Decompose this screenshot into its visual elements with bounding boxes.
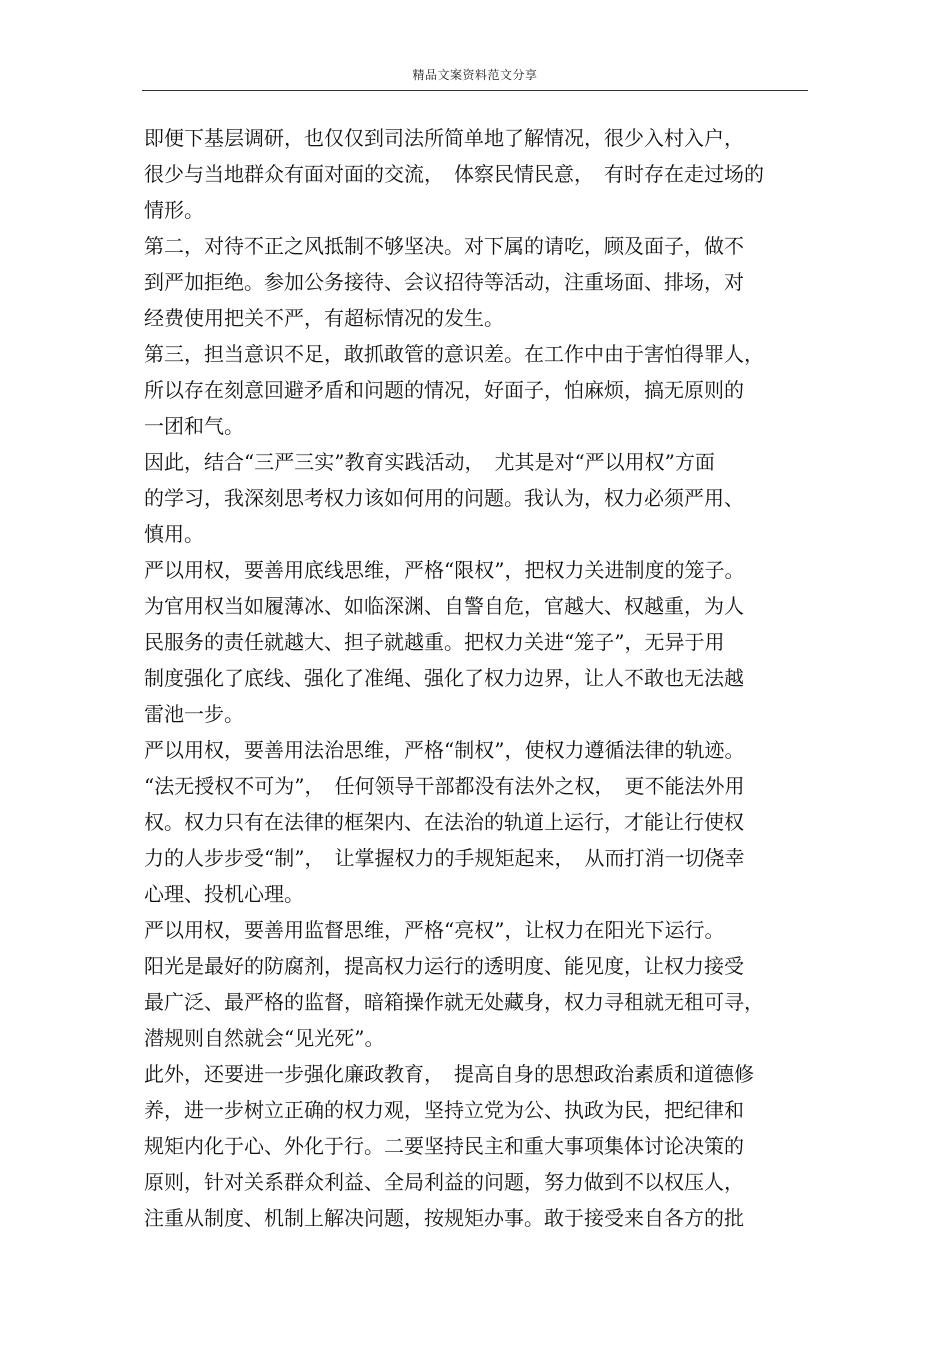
text-line: 很少与当地群众有面对面的交流， 体察民情民意， 有时存在走过场的 (144, 162, 764, 186)
text-line: 第三，担当意识不足，敢抓敢管的意识差。在工作中由于害怕得罪人， (144, 342, 764, 366)
text-line: 原则，针对关系群众利益、全局利益的问题，努力做到不以权压人， (144, 1170, 744, 1194)
text-line: 民服务的责任就越大、担子就越重。把权力关进“笼子”，无异于用 (144, 630, 725, 654)
text-line: “法无授权不可为”， 任何领导干部都没有法外之权， 更不能法外用 (144, 774, 745, 798)
text-line: 最广泛、最严格的监督，暗箱操作就无处藏身，权力寻租就无租可寻， (144, 990, 764, 1014)
text-line: 一团和气。 (144, 414, 244, 438)
text-line: 为官用权当如履薄冰、如临深渊、自警自危，官越大、权越重，为人 (144, 594, 744, 618)
text-line: 严以用权，要善用法治思维，严格“制权”，使权力遵循法律的轨迹。 (144, 738, 745, 762)
text-line: 严以用权，要善用监督思维，严格“亮权”，让权力在阳光下运行。 (144, 918, 725, 942)
text-line: 即便下基层调研，也仅仅到司法所简单地了解情况，很少入村入户， (144, 126, 744, 150)
text-line: 第二，对待不正之风抵制不够坚决。对下属的请吃，顾及面子，做不 (144, 234, 744, 258)
text-line: 阳光是最好的防腐剂，提高权力运行的透明度、能见度，让权力接受 (144, 954, 744, 978)
page-header (142, 62, 808, 92)
text-line: 雷池一步。 (144, 702, 244, 726)
text-line: 规矩内化于心、外化于行。二要坚持民主和重大事项集体讨论决策的 (144, 1134, 744, 1158)
text-line: 的学习，我深刻思考权力该如何用的问题。我认为，权力必须严用、 (144, 486, 744, 510)
text-line: 权。权力只有在法律的框架内、在法治的轨道上运行，才能让行使权 (144, 810, 744, 834)
text-line: 慎用。 (144, 522, 204, 546)
text-line: 养，进一步树立正确的权力观，坚持立党为公、执政为民，把纪律和 (144, 1098, 744, 1122)
text-line: 此外，还要进一步强化廉政教育， 提高自身的思想政治素质和道德修 (144, 1062, 754, 1086)
text-line: 因此，结合“三严三实”教育实践活动， 尤其是对“严以用权”方面 (144, 450, 715, 474)
header-divider (142, 90, 808, 91)
text-line: 注重从制度、机制上解决问题，按规矩办事。敢于接受来自各方的批 (144, 1206, 744, 1230)
document-body (144, 120, 808, 1236)
text-line: 制度强化了底线、强化了准绳、强化了权力边界，让人不敢也无法越 (144, 666, 744, 690)
text-line: 到严加拒绝。参加公务接待、会议招待等活动，注重场面、排场，对 (144, 270, 744, 294)
text-line: 所以存在刻意回避矛盾和问题的情况，好面子，怕麻烦，搞无原则的 (144, 378, 744, 402)
text-line: 严以用权，要善用底线思维，严格“限权”，把权力关进制度的笼子。 (144, 558, 745, 582)
text-line: 情形。 (144, 198, 204, 222)
text-line: 心理、投机心理。 (144, 882, 304, 906)
text-line: 潜规则自然就会“见光死”。 (144, 1026, 385, 1050)
text-line: 力的人步步受“制”， 让掌握权力的手规矩起来， 从而打消一切侥幸 (144, 846, 745, 870)
text-line: 经费使用把关不严，有超标情况的发生。 (144, 306, 504, 330)
header-title: 精品文案资料范文分享 (412, 68, 538, 82)
